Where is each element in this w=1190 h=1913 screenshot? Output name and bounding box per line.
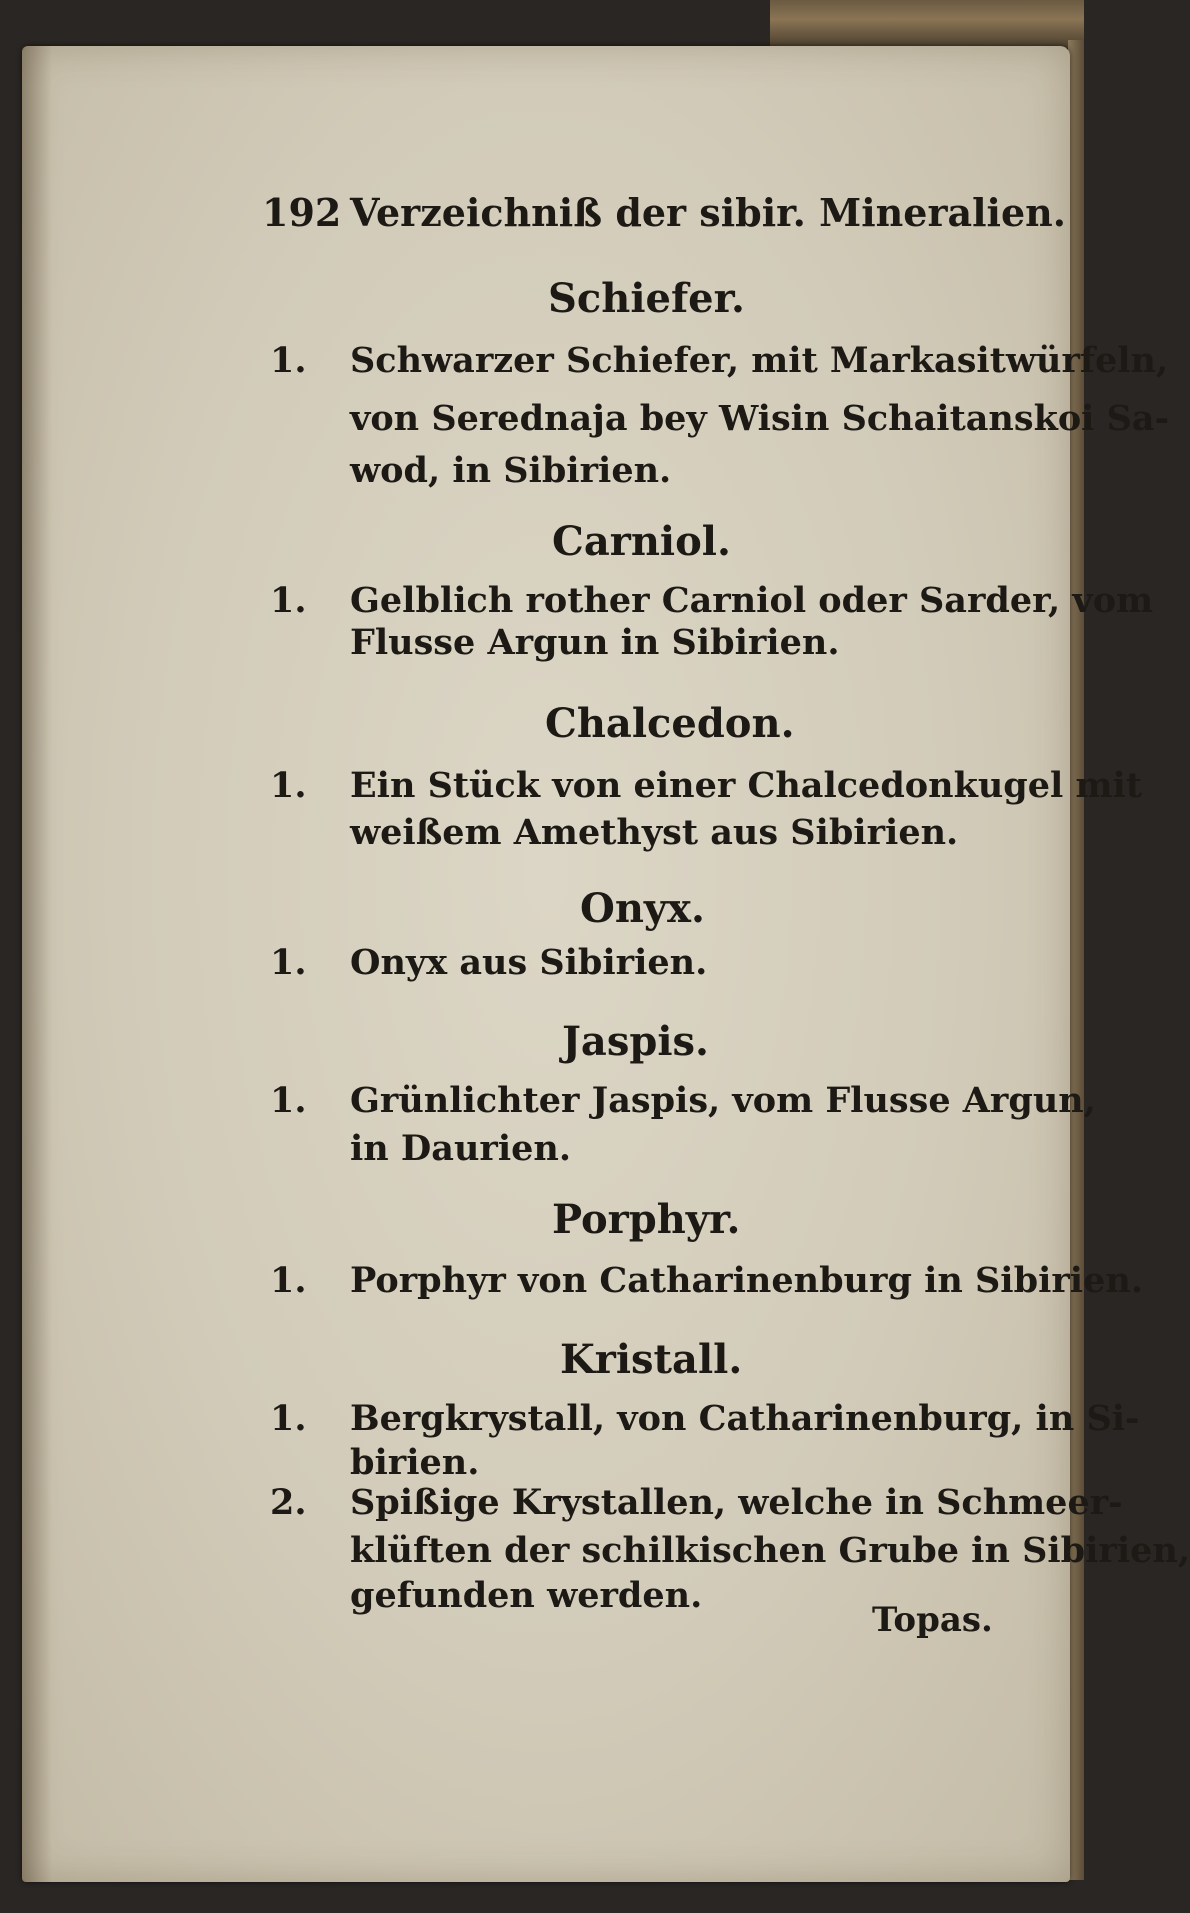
entry-line: Porphyr von Catharinenburg in Sibirien.: [350, 1260, 1144, 1301]
entry-line: in Daurien.: [350, 1128, 572, 1169]
section-title-chalcedon: Chalcedon.: [545, 700, 795, 747]
entry-number: 1.: [270, 580, 307, 621]
section-title-jaspis: Jaspis.: [562, 1018, 709, 1065]
entry-line: Grünlichter Jaspis, vom Flusse Argun,: [350, 1080, 1096, 1121]
entry-number: 1.: [270, 765, 307, 806]
entry-line: weißem Amethyst aus Sibirien.: [350, 812, 959, 853]
entry-line: wod, in Sibirien.: [350, 450, 672, 491]
page-gutter-shadow: [22, 46, 52, 1882]
book-edge-right: [1068, 40, 1084, 1880]
page-number: 192: [262, 190, 342, 235]
entry-line: Flusse Argun in Sibirien.: [350, 622, 840, 663]
section-title-schiefer: Schiefer.: [548, 275, 745, 322]
entry-line: Schwarzer Schiefer, mit Markasitwürfeln,: [350, 340, 1169, 381]
entry-line: Spißige Krystallen, welche in Schmeer-: [350, 1482, 1123, 1523]
catchword: Topas.: [872, 1600, 993, 1640]
entry-line: klüften der schilkischen Grube in Sibirien,: [350, 1530, 1190, 1571]
entry-line: Ein Stück von einer Chalcedonkugel mit: [350, 765, 1142, 806]
section-title-kristall: Kristall.: [560, 1336, 743, 1383]
entry-line: birien.: [350, 1442, 480, 1483]
entry-number: 1.: [270, 942, 307, 983]
entry-line: gefunden werden.: [350, 1575, 703, 1616]
entry-number: 2.: [270, 1482, 307, 1523]
entry-number: 1.: [270, 1080, 307, 1121]
running-title: Verzeichniß der sibir. Mineralien.: [350, 190, 1066, 235]
entry-number: 1.: [270, 1260, 307, 1301]
section-title-onyx: Onyx.: [580, 885, 705, 932]
entry-line: von Serednaja bey Wisin Schaitanskoi Sa-: [350, 398, 1170, 439]
entry-line: Bergkrystall, von Catharinenburg, in Si-: [350, 1398, 1140, 1439]
entry-line: Onyx aus Sibirien.: [350, 942, 708, 983]
section-title-carniol: Carniol.: [552, 518, 731, 565]
entry-line: Gelblich rother Carniol oder Sarder, vom: [350, 580, 1154, 621]
book-edge-top: [770, 0, 1084, 48]
section-title-porphyr: Porphyr.: [552, 1196, 741, 1243]
entry-number: 1.: [270, 340, 307, 381]
entry-number: 1.: [270, 1398, 307, 1439]
